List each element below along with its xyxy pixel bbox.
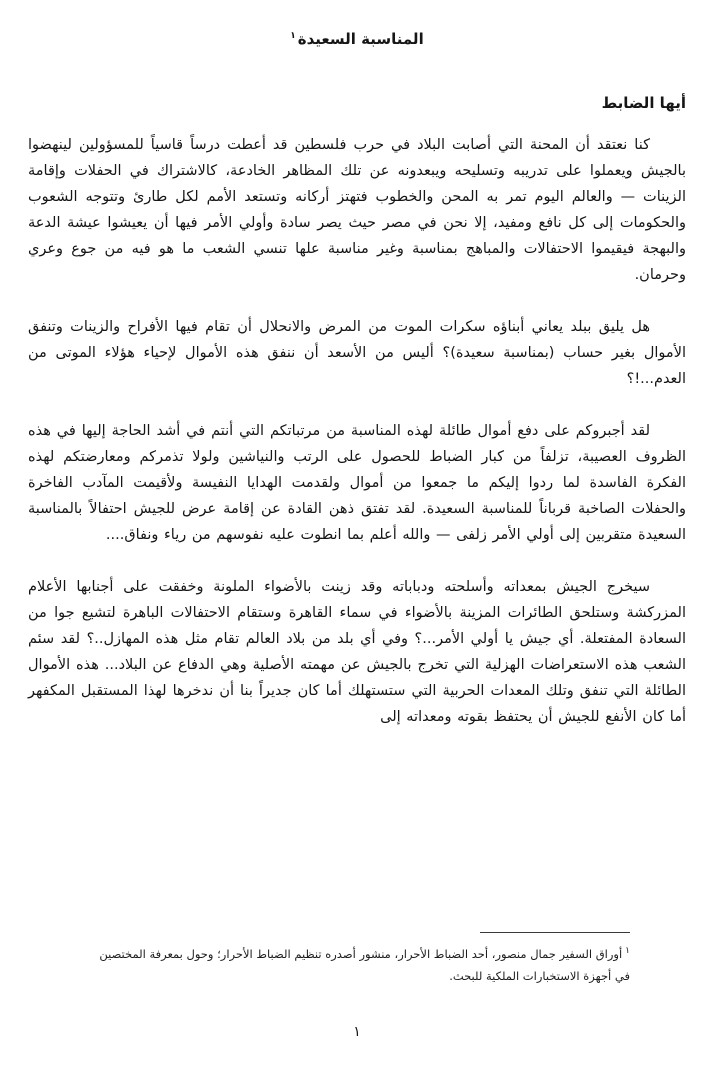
footnote — [84, 940, 630, 987]
paragraph: هل يليق ببلد يعاني أبناؤه سكرات الموت من المرض والانحلال أن تقام فيها الأفراح والزينات وتنفق الأموال بغير حساب (بمناسبة سعيدة)؟ أليس من الأسعد أن ننفق هذه الأموال لإحياء هؤلاء الموتى من العدم...!؟ — [28, 319, 686, 387]
paragraph: سيخرج الجيش بمعداته وأسلحته ودباباته وقد زينت بالأضواء الملونة وخفقت على أجنابها الأعلام المزركشة وستلحق الطائرات المزينة بالأضواء في سماء القاهرة وستقام الاحتفالات الباهرة لتشيع جوا من السعادة المفتعلة. أي جيش يا أولي الأمر...؟ وفي أي بلد من بلاد العالم تقام مثل هذه المهازل..؟ لقد سئم الشعب هذه الاستعراضات الهزلية التي تخرج بالجيش عن مهمته الأصلية وهي الدفاع عن البلاد... هذه الأموال الطائلة التي تنفق وتلك المعدات الحربية التي ستستهلك أما كان جديراً بنا أن ندخرها لهذا المستقبل المكفهر أما كان الأنفع للجيش أن يحتفظ بقوته ومعداته إلى — [28, 579, 686, 725]
footnote-marker: ١ — [625, 946, 630, 956]
page-title — [28, 30, 686, 48]
page-number: ١ — [353, 1024, 361, 1040]
page-title-text: المناسبة السعيدة — [297, 30, 424, 48]
paragraph: لقد أجبروكم على دفع أموال طائلة لهذه المناسبة من مرتباتكم التي أنتم في أشد الحاجة إليها في هذه الظروف العصيبة، تزلفاً من كبار الضباط للحصول على الرتب والنياشين ولولا تذمركم ومعارضتكم لهذه الفكرة الفاسدة لما ردوا إليكم ما جمعوا من أموال ولقدمت الهدايا النفيسة ولأقيمت المآدب الفاخرة والحفلات الصاخبة قرباناً للمناسبة السعيدة. لقد تفتق ذهن القادة عن إقامة عرض للجيش احتفالاً بالمناسبة السعيدة متقربين إلى أولي الأمر زلفى — والله أعلم بما انطوت عليه نفوسهم من رياء ونفاق.... — [28, 423, 686, 543]
paragraph: كنا نعتقد أن المحنة التي أصابت البلاد في حرب فلسطين قد أعطت درساً قاسياً للمسؤولين لينهضوا بالجيش ويعملوا على تدريبه وتسليحه ويبعدونه عن تلك المظاهر الخادعة، كالاشتراك في الحفلات وإقامة الزينات — والعالم اليوم تمر به المحن والخطوب فتهتز أركانه وتستعد الأمم لكل طارئ وتتوجه الشعوب والحكومات إلى كل نافع ومفيد، إلا نحن في مصر حيث يصر سادة وأولي الأمر فيها أن يعيشوا عيشة الدعة والبهجة فيقيموا الاحتفالات والمباهج بمناسبة وغير مناسبة علها تنسي الشعب ما هو فيه من جوع وعري وحرمان. — [28, 137, 686, 283]
footnote-text: أوراق السفير جمال منصور، أحد الضباط الأحرار، منشور أصدره تنظيم الضباط الأحرار؛ وحول بمعرفة المختصين في أجهزة الاستخبارات الملكية للبحث. — [99, 946, 630, 983]
salutation: أيها الضابط — [601, 94, 686, 112]
title-footnote-marker: ١ — [290, 31, 296, 41]
footnote-separator — [480, 932, 630, 933]
